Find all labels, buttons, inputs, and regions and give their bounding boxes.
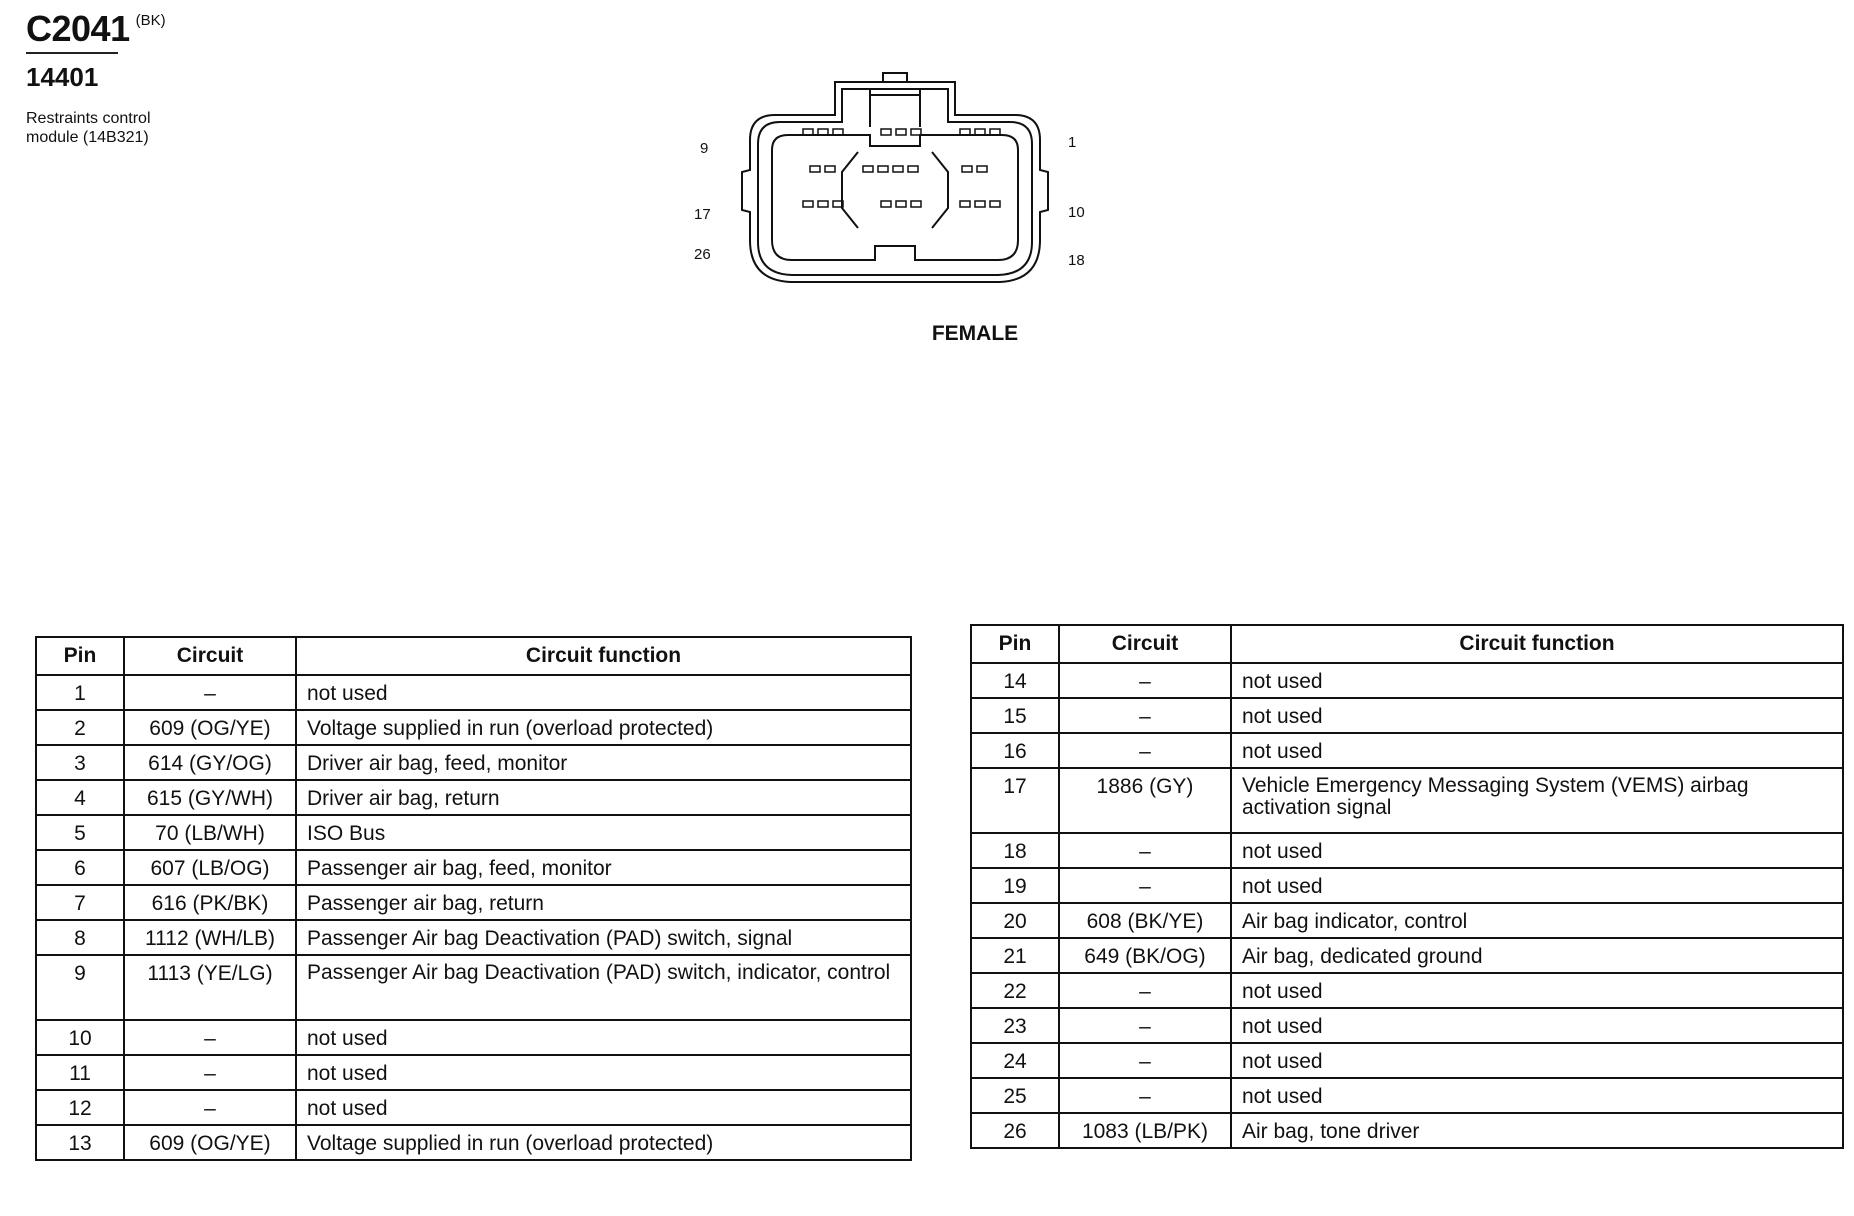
connector-gender-label: FEMALE	[931, 322, 1019, 345]
function-cell: ISO Bus	[296, 815, 911, 850]
pin-cavities	[803, 129, 1000, 207]
function-cell: Vehicle Emergency Messaging System (VEMS) airbag activation signal	[1231, 768, 1843, 833]
circuit-cell: –	[124, 1055, 296, 1090]
pin-cell: 12	[36, 1090, 124, 1125]
table-row	[36, 675, 911, 710]
pin-cell: 25	[971, 1078, 1059, 1113]
pin-cell: 13	[36, 1125, 124, 1160]
pin-cell: 5	[36, 815, 124, 850]
function-cell: Passenger air bag, feed, monitor	[296, 850, 911, 885]
circuit-function-header: Circuit function	[1231, 625, 1843, 663]
connector-face-diagram	[694, 60, 1200, 360]
function-cell: Voltage supplied in run (overload protected)	[296, 1125, 911, 1160]
circuit-cell: –	[124, 1020, 296, 1055]
circuit-cell: –	[1059, 663, 1231, 698]
function-cell: Air bag, tone driver	[1231, 1113, 1843, 1148]
function-cell: Passenger air bag, return	[296, 885, 911, 920]
pin-cell: 6	[36, 850, 124, 885]
pin-label-1: 1	[1068, 134, 1077, 151]
pin-cell: 8	[36, 920, 124, 955]
pin-cell: 18	[971, 833, 1059, 868]
pin-cell: 22	[971, 973, 1059, 1008]
connector-id: C2041	[26, 8, 130, 49]
pin-cell: 4	[36, 780, 124, 815]
table-row	[36, 1020, 911, 1055]
table-row	[36, 920, 911, 955]
function-cell: Driver air bag, return	[296, 780, 911, 815]
pin-cell: 3	[36, 745, 124, 780]
table-row	[36, 1090, 911, 1125]
circuit-cell: 609 (OG/YE)	[124, 710, 296, 745]
table-row	[971, 1078, 1843, 1113]
table-header-row	[36, 637, 911, 675]
pin-table-left	[35, 636, 912, 1161]
function-cell: not used	[1231, 1043, 1843, 1078]
function-cell: not used	[1231, 733, 1843, 768]
circuit-cell: –	[1059, 973, 1231, 1008]
table-row	[971, 1043, 1843, 1078]
table-row	[36, 885, 911, 920]
pin-cell: 1	[36, 675, 124, 710]
connector-title	[26, 8, 186, 50]
pin-cell: 21	[971, 938, 1059, 973]
table-row	[36, 710, 911, 745]
table-row	[971, 768, 1843, 833]
circuit-cell: 1083 (LB/PK)	[1059, 1113, 1231, 1148]
pin-cell: 23	[971, 1008, 1059, 1043]
connector-header	[26, 8, 186, 147]
function-cell: Air bag, dedicated ground	[1231, 938, 1843, 973]
table-row	[971, 938, 1843, 973]
pin-cell: 26	[971, 1113, 1059, 1148]
function-cell: not used	[1231, 868, 1843, 903]
table-row	[971, 663, 1843, 698]
table-row	[971, 833, 1843, 868]
circuit-header: Circuit	[124, 637, 296, 675]
pin-cell: 24	[971, 1043, 1059, 1078]
table-row	[36, 1055, 911, 1090]
function-cell: not used	[1231, 973, 1843, 1008]
pin-label-9: 9	[700, 140, 709, 157]
circuit-cell: 649 (BK/OG)	[1059, 938, 1231, 973]
pin-label-18: 18	[1068, 252, 1085, 269]
function-cell: Passenger Air bag Deactivation (PAD) switch, signal	[296, 920, 911, 955]
pin-cell: 10	[36, 1020, 124, 1055]
function-cell: not used	[1231, 1008, 1843, 1043]
table-row	[36, 745, 911, 780]
pin-cell: 19	[971, 868, 1059, 903]
function-cell: not used	[296, 1055, 911, 1090]
circuit-cell: 609 (OG/YE)	[124, 1125, 296, 1160]
table-row	[971, 1113, 1843, 1148]
function-cell: Passenger Air bag Deactivation (PAD) switch, indicator, control	[296, 955, 911, 1020]
circuit-cell: 1113 (YE/LG)	[124, 955, 296, 1020]
table-row	[971, 973, 1843, 1008]
function-cell: not used	[1231, 663, 1843, 698]
circuit-cell: –	[1059, 1008, 1231, 1043]
circuit-cell: –	[1059, 1078, 1231, 1113]
circuit-cell: 616 (PK/BK)	[124, 885, 296, 920]
circuit-cell: 607 (LB/OG)	[124, 850, 296, 885]
function-cell: not used	[296, 1020, 911, 1055]
table-row	[36, 1125, 911, 1160]
circuit-cell: 1112 (WH/LB)	[124, 920, 296, 955]
pin-cell: 11	[36, 1055, 124, 1090]
table-row	[971, 903, 1843, 938]
pin-label-10: 10	[1068, 204, 1085, 221]
circuit-function-header: Circuit function	[296, 637, 911, 675]
circuit-cell: –	[1059, 733, 1231, 768]
module-description: Restraints control module (14B321)	[26, 110, 151, 146]
circuit-cell: 70 (LB/WH)	[124, 815, 296, 850]
function-cell: not used	[1231, 833, 1843, 868]
pin-cell: 14	[971, 663, 1059, 698]
part-number: 14401	[26, 62, 99, 92]
circuit-cell: 1886 (GY)	[1059, 768, 1231, 833]
function-cell: not used	[296, 1090, 911, 1125]
table-row	[36, 780, 911, 815]
pin-label-17: 17	[694, 206, 711, 223]
function-cell: Air bag indicator, control	[1231, 903, 1843, 938]
function-cell: not used	[1231, 698, 1843, 733]
table-row	[36, 850, 911, 885]
pin-cell: 20	[971, 903, 1059, 938]
circuit-cell: 608 (BK/YE)	[1059, 903, 1231, 938]
circuit-cell: –	[1059, 698, 1231, 733]
table-header-row	[971, 625, 1843, 663]
pin-cell: 15	[971, 698, 1059, 733]
function-cell: not used	[296, 675, 911, 710]
circuit-cell: 614 (GY/OG)	[124, 745, 296, 780]
function-cell: not used	[1231, 1078, 1843, 1113]
table-row	[971, 698, 1843, 733]
function-cell: Driver air bag, feed, monitor	[296, 745, 911, 780]
circuit-cell: 615 (GY/WH)	[124, 780, 296, 815]
function-cell: Voltage supplied in run (overload protected)	[296, 710, 911, 745]
circuit-cell: –	[1059, 1043, 1231, 1078]
table-row	[36, 815, 911, 850]
pin-cell: 16	[971, 733, 1059, 768]
table-row	[971, 733, 1843, 768]
circuit-cell: –	[124, 1090, 296, 1125]
circuit-header: Circuit	[1059, 625, 1231, 663]
pin-cell: 17	[971, 768, 1059, 833]
connector-outline-graphic	[700, 60, 1200, 360]
pin-header: Pin	[971, 625, 1059, 663]
header-divider	[26, 52, 118, 54]
table-row	[971, 1008, 1843, 1043]
connector-color-code: (BK)	[135, 12, 166, 29]
table-row	[36, 955, 911, 1020]
pin-header: Pin	[36, 637, 124, 675]
pin-cell: 2	[36, 710, 124, 745]
pin-table-right	[970, 624, 1844, 1149]
circuit-cell: –	[1059, 868, 1231, 903]
circuit-cell: –	[1059, 833, 1231, 868]
pin-cell: 7	[36, 885, 124, 920]
pin-cell: 9	[36, 955, 124, 1020]
table-row	[971, 868, 1843, 903]
pin-label-26: 26	[694, 246, 711, 263]
circuit-cell: –	[124, 675, 296, 710]
